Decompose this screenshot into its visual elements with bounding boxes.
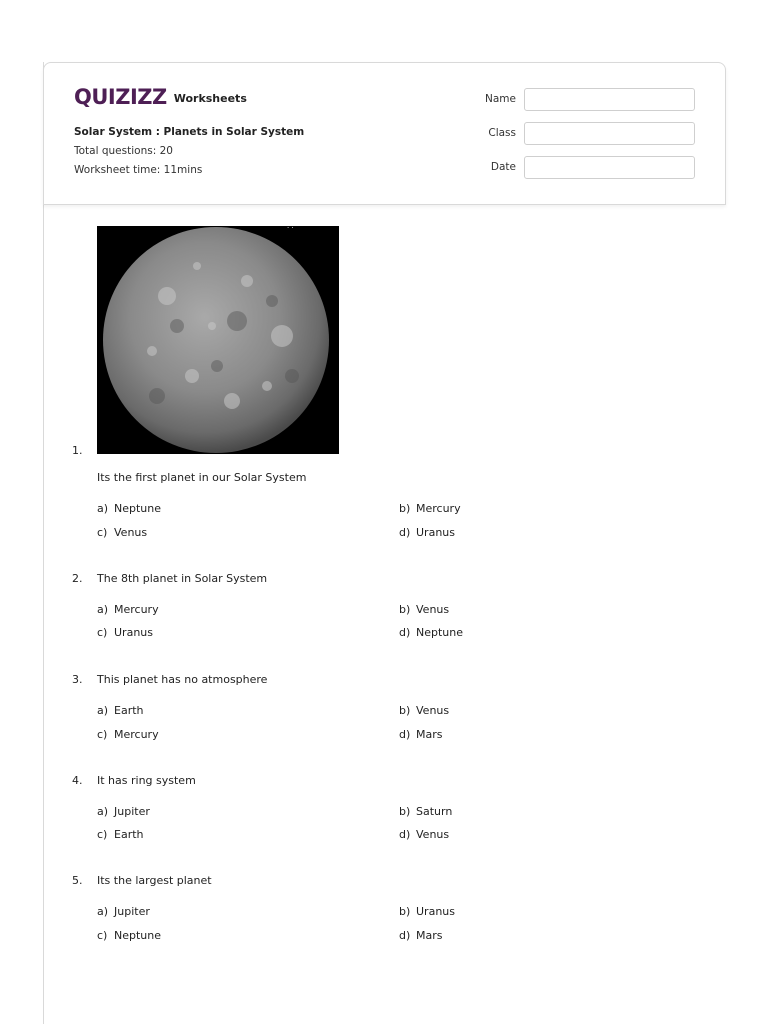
option-b[interactable]: b) Mercury bbox=[399, 502, 461, 515]
option-c[interactable]: c) Mercury bbox=[97, 728, 159, 741]
question-number: 3. bbox=[72, 673, 83, 686]
date-label: Date bbox=[490, 161, 516, 173]
option-a[interactable]: a) Neptune bbox=[97, 502, 162, 515]
quizizz-logo bbox=[74, 85, 247, 109]
worksheet-time: Worksheet time: 11mins bbox=[74, 164, 203, 176]
option-c[interactable]: c) Venus bbox=[97, 526, 148, 539]
option-d[interactable]: d) Uranus bbox=[399, 526, 455, 539]
question-text: The 8th planet in Solar System bbox=[97, 572, 268, 585]
svg-text:· ·: · · bbox=[287, 226, 294, 232]
option-d[interactable]: d) Mars bbox=[399, 728, 443, 741]
worksheet-header bbox=[43, 62, 726, 205]
option-a[interactable]: a) Mercury bbox=[97, 603, 159, 616]
worksheet-title: Solar System : Planets in Solar System bbox=[74, 126, 305, 138]
question-number: 1. bbox=[72, 444, 83, 457]
logo-wordmark: QUIZIZZ bbox=[74, 85, 167, 109]
date-field[interactable] bbox=[524, 156, 695, 179]
question-number: 2. bbox=[72, 572, 83, 585]
option-a[interactable]: a) Jupiter bbox=[97, 805, 150, 818]
option-d[interactable]: d) Venus bbox=[399, 828, 450, 841]
option-b[interactable]: b) Venus bbox=[399, 704, 450, 717]
option-c[interactable]: c) Uranus bbox=[97, 626, 153, 639]
total-questions: Total questions: 20 bbox=[74, 145, 173, 157]
class-label: Class bbox=[488, 127, 516, 139]
mercury-planet-image bbox=[97, 226, 339, 454]
option-c[interactable]: c) Earth bbox=[97, 828, 144, 841]
question-text: Its the first planet in our Solar System bbox=[97, 471, 307, 484]
name-field[interactable] bbox=[524, 88, 695, 111]
option-a[interactable]: a) Earth bbox=[97, 704, 144, 717]
question-text: This planet has no atmosphere bbox=[97, 673, 268, 686]
logo-subtitle: Worksheets bbox=[173, 91, 247, 105]
option-d[interactable]: d) Neptune bbox=[399, 626, 464, 639]
option-b[interactable]: b) Uranus bbox=[399, 905, 455, 918]
question-text: It has ring system bbox=[97, 774, 196, 787]
name-label: Name bbox=[485, 93, 516, 105]
option-c[interactable]: c) Neptune bbox=[97, 929, 162, 942]
question-number: 5. bbox=[72, 874, 83, 887]
option-b[interactable]: b) Saturn bbox=[399, 805, 453, 818]
option-d[interactable]: d) Mars bbox=[399, 929, 443, 942]
option-a[interactable]: a) Jupiter bbox=[97, 905, 150, 918]
class-field[interactable] bbox=[524, 122, 695, 145]
question-text: Its the largest planet bbox=[97, 874, 212, 887]
option-b[interactable]: b) Venus bbox=[399, 603, 450, 616]
question-number: 4. bbox=[72, 774, 83, 787]
